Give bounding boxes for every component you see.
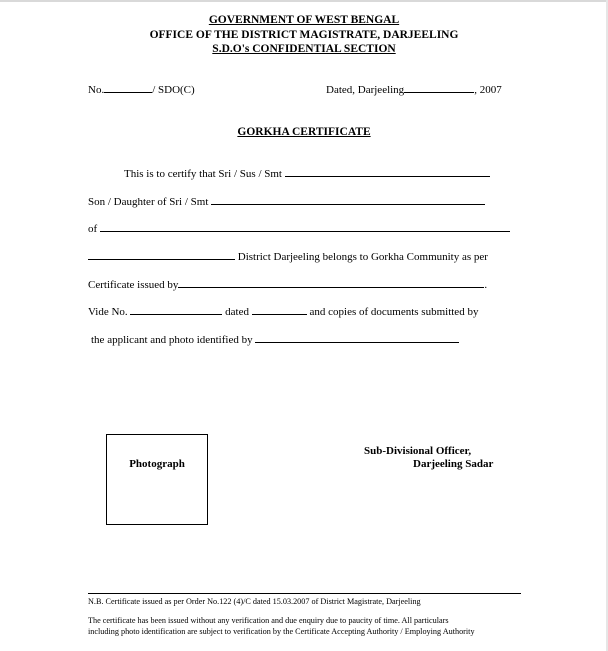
footer-disclaimer-2: including photo identification are subject to verification by the Certificate Accepting Authority / Employing Authority	[88, 627, 475, 636]
identified-label: the applicant and photo identified by	[91, 334, 253, 346]
body-line-5	[88, 279, 487, 291]
signatory-title: Sub-Divisional Officer,	[364, 445, 472, 457]
header-office: OFFICE OF THE DISTRICT MAGISTRATE, DARJEELING	[149, 29, 459, 41]
issuer-blank	[178, 287, 484, 288]
parent-blank	[211, 204, 485, 205]
of-label: of	[88, 223, 98, 235]
parent-label: Son / Daughter of Sri / Smt	[88, 196, 209, 208]
vide-date-blank	[252, 314, 307, 315]
body-line-6	[88, 306, 478, 318]
photograph-label: Photograph	[129, 458, 185, 470]
district-text: District Darjeeling belongs to Gorkha Community as per	[237, 251, 488, 263]
vide-label: Vide No.	[88, 306, 128, 318]
ref-number	[88, 84, 195, 96]
body-line-7	[91, 334, 459, 346]
footer-note: N.B. Certificate issued as per Order No.122 (4)/C dated 15.03.2007 of District Magistrate, Darjeeling	[88, 597, 421, 606]
issued-by-label: Certificate issued by	[88, 279, 179, 291]
line5-end: .	[484, 279, 488, 291]
identifier-blank	[255, 342, 459, 343]
body-line-2	[88, 196, 485, 208]
locality-blank	[88, 259, 235, 260]
footer-divider	[88, 593, 521, 594]
name-blank	[285, 176, 490, 177]
page-top-border	[0, 0, 608, 2]
ref-date	[326, 84, 502, 96]
dated-label: Dated, Darjeeling	[326, 84, 405, 96]
documents-text: and copies of documents submitted by	[309, 306, 479, 318]
header-government: GOVERNMENT OF WEST BENGAL	[208, 14, 400, 26]
address-blank	[100, 231, 510, 232]
vide-blank	[130, 314, 222, 315]
header-section: S.D.O's CONFIDENTIAL SECTION	[212, 43, 396, 55]
body-line-4	[88, 251, 488, 263]
ref-no-suffix: / SDO(C)	[152, 84, 195, 96]
signatory-office: Darjeeling Sadar	[413, 458, 494, 470]
ref-no-blank	[104, 92, 152, 93]
photograph-box	[106, 434, 208, 525]
year-text: , 2007	[474, 84, 502, 96]
body-line-1	[124, 168, 490, 180]
body-line-3	[88, 223, 510, 235]
certify-text: This is to certify that Sri / Sus / Smt	[124, 168, 282, 180]
dated-label-2: dated	[225, 306, 249, 318]
certificate-title: GORKHA CERTIFICATE	[237, 126, 371, 138]
date-blank	[404, 92, 474, 93]
footer-disclaimer-1: The certificate has been issued without any verification and due enquiry due to paucity of time. All particulars	[88, 616, 449, 625]
ref-no-label: No.	[88, 84, 105, 96]
